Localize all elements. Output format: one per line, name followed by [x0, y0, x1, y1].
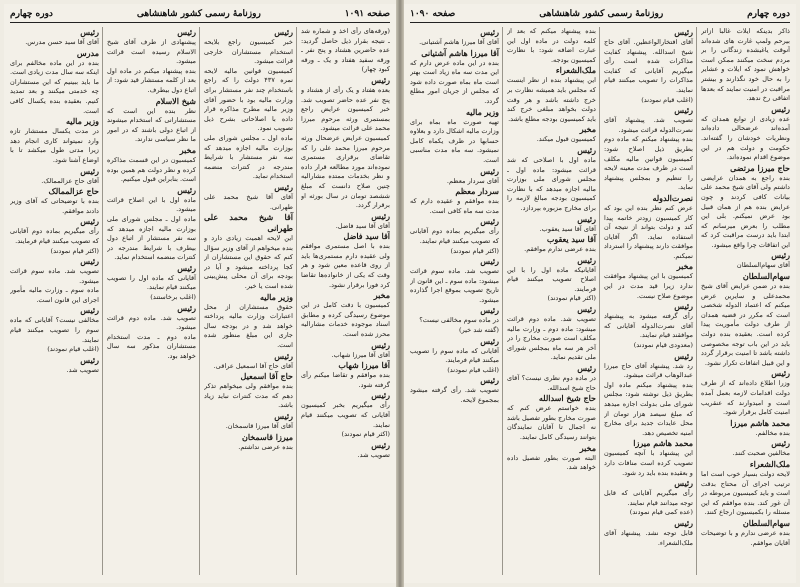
speaker-name: رئیس: [371, 210, 390, 221]
speaker-name: رئیس: [480, 335, 499, 346]
body-paragraph: مخالفین صحبت کنند.: [732, 449, 790, 458]
body-paragraph: (اغلب قیام نمودند): [641, 95, 693, 104]
body-paragraph: تصویب شد. ماده دوم قرائت میشود: ماده دوم ـ وزارت مالیه مکلف است صورت مخارج را در آخر هر سه ماه بمجلس شورای ملی تقدیم نماید.: [507, 315, 596, 362]
speaker-name: رئیس: [674, 105, 693, 116]
body-paragraph: عده زیادی از توابع همدان که آمده‌اند عرضحالی داده‌اند ونظریات خودشان را گفته‌اند. حکومت و دولت هم در این موضوع اقدام نموده‌اند.: [701, 114, 790, 162]
body-paragraph: آقای افتخارالواعظین. آقای حاج شیخ اسدالله. پیشنهاد کفایت مذاکرات شده است رأی میگیریم آقایانی که کفایت مذاکرات را تصویب میکنند قیام نمایند.: [604, 38, 693, 94]
speaker-name: رئیس: [480, 216, 499, 227]
speaker-name: مدرس: [76, 47, 99, 58]
speaker-name: رئیس: [177, 302, 196, 313]
speaker-name: مخبر: [373, 290, 390, 301]
speaker-name: محمد هاشم میرزا: [730, 417, 790, 428]
body-paragraph: آقای آقا میرزا شهاب.: [331, 350, 390, 359]
body-paragraph: در مدت یکسال مستشار تازه وارد نمیتواند کاری انجام دهد زیرا مدتی طول میکشد تا با اوضاع آشنا شود.: [10, 127, 99, 164]
speaker-name: میرزا قاسمخان: [241, 431, 293, 442]
body-paragraph: بنده خواستم عرض کنم که صورت مخارج بطور تفصیل باشد نه اجمال تا آقایان نمایندگان بتوانند رسیدگی کامل نمایند.: [507, 404, 596, 441]
body-paragraph: (اغلب قیام نمودند): [47, 345, 99, 354]
body-paragraph: بنده در ضمن عرایض آقای شیخ محمدعلی و سایرین عرض میکنم که اعتماد الدوله شخصی است که مکرر در قضیه همدان از طرف دولت مأموریت پیدا کرده است. بعقیده بنده دولت باید در این باب توجه مخصوصی داشته باشد تا امنیت برقرار گردد و این قبیل اتفاقات تکرار نشود.: [701, 282, 790, 367]
speaker-name: رئیس: [771, 250, 790, 261]
speaker-name: رئیس: [771, 438, 790, 449]
body-paragraph: در ماده سوم مخالفی نیست؟: [419, 316, 499, 325]
text-columns: [410, 27, 790, 575]
session-label: دوره چهارم: [10, 9, 53, 19]
speaker-name: حاج میرزا مرتضی: [730, 162, 790, 173]
body-paragraph: کمیسیون با دقت کامل در این موضوع رسیدگی کرده و مطابق اسناد موجوده خدمات مشارالیه محرز شده است.: [301, 301, 390, 339]
speaker-name: حاج آقا اسمعیل: [240, 371, 293, 382]
speaker-name: سهام‌السلطان: [742, 271, 790, 282]
text-column: [10, 27, 103, 575]
body-paragraph: بنده در این ماده عرض دارم که این مدت سه ماه زیاد است بهتر است ماه بماه صورت داده شود که مجلس از جریان امور مطلع گردد.: [410, 58, 499, 105]
speaker-name: رئیس: [177, 184, 196, 195]
speaker-name: رئیس: [371, 439, 390, 450]
body-paragraph: تصویب شد. ماده دوم قرائت میشود.: [107, 313, 196, 332]
body-paragraph: البته صورت بطور تفصیل داده خواهد شد.: [507, 453, 596, 472]
text-column: [301, 27, 390, 575]
text-columns: [10, 27, 390, 575]
body-paragraph: ماده اول با اصلاحی که شد قرائت میشود: ماده اول ـ مجلس شورای ملی بوزارت مالیه اجازه میدهد که با نظارت کمیسیون بودجه مبالغ لازمه را برای مخارج مزبوره بپردازد.: [507, 155, 596, 212]
speaker-name: رئیس: [177, 262, 196, 273]
speaker-name: محمد هاشم میرزا: [633, 438, 693, 449]
speaker-name: آقا شیخ محمد علی طهرانی: [204, 212, 293, 234]
body-paragraph: عرض کنم نظر بنده این بود که کار کمیسیون زودتر خاتمه پیدا کند و دولت بتواند از نتیجه آن استفاده نماید. اگر آقایان موافقت دارند پیشنهاد را استرداد نمیکنم.: [604, 203, 693, 260]
body-paragraph: (معدودی قیام نمودند): [633, 341, 693, 350]
body-paragraph: آقای آقا سید حسن مدرس.: [25, 38, 99, 46]
body-paragraph: آقایانی که ماده سوم را تصویب میکنند قیام فرمایند.: [410, 346, 499, 365]
body-paragraph: (اکثر قیام نمودند): [50, 246, 99, 255]
body-paragraph: بنده پیشنهاد میکنم در ماده اول بعد از کلمه مستشار قید شود: از اتباع دول بیطرف.: [107, 66, 196, 94]
speaker-name: رئیس: [674, 478, 693, 489]
body-paragraph: ماده سوم ـ وزارت مالیه مأمور اجرای این قانون است.: [10, 286, 99, 304]
body-paragraph: کمیسیون عرایض عرضحال ورثه مرحوم میرزا محمد علی را که تقاضای برقراری مستمری نموده‌اند مورد مطالعه قرار داده و نظر بخدمات ممتده مشارالیه چنین صلاح دانست که مبلغ ششصد تومان در سال بورثه او برقرار گردد.: [301, 133, 390, 210]
speaker-name: حاج شیخ اسدالله: [538, 393, 596, 404]
body-paragraph: بنده عرضی ندارم و با توضیحات آقایان موافقم.: [701, 528, 790, 547]
text-column: [410, 27, 503, 575]
body-paragraph: تصویب شد. ماده سوم قرائت میشود: ماده سوم ـ این قانون از تاریخ تصویب بموقع اجرا گذارده میشود.: [410, 267, 499, 304]
body-paragraph: بنده پیشنهاد میکنم که ماده دوم بطریق ذیل اصلاح شود: کمیسیون قوانین مالیه مکلف است در ظرف مدت معینه لایحه را تنظیم و بمجلس پیشنهاد نماید.: [604, 135, 693, 192]
body-paragraph: رأی گرفته میشود به پیشنهاد آقای نصرت‌الدوله آقایانی که موافقند قیام نمایند.: [604, 312, 693, 340]
body-paragraph: رأی میگیریم بماده دوم آقایانی که تصویب میکنند قیام نمایند.: [410, 227, 499, 245]
body-paragraph: بنده موافقم و عقیده دارم که مدت سه ماه کافی است.: [410, 197, 499, 215]
page-number: صفحه ۱۰۹۱: [344, 9, 390, 19]
page-header: [10, 6, 390, 23]
speaker-name: رئیس: [577, 363, 596, 374]
body-paragraph: بعده هفتاد و یک رأی از هشتاد و پنج نفر عده حاضر تصویب شد. خبر کمیسیون عرایض راجع بمستمری ورثه مرحوم میرزا محمد علی قرائت میشود.: [301, 85, 390, 133]
body-paragraph: آقای سردار معظم.: [446, 176, 499, 185]
session-label: دوره چهارم: [747, 9, 790, 19]
speaker-name: رئیس: [177, 27, 196, 37]
speaker-name: رئیس: [577, 304, 596, 315]
body-paragraph: آقای حاج عزالممالک.: [41, 176, 99, 185]
speaker-name: رئیس: [674, 301, 693, 312]
body-paragraph: تصویب شد.: [66, 365, 99, 374]
body-paragraph: این پیشنهاد بنده از نظر اینست که مجلس باید همیشه نظارت بر خرج داشته باشد و هر وقت دولت بخواهد مبلغی خرج کند باید کمیسیون بودجه مطلع باشد.: [507, 76, 596, 123]
speaker-name: وزیر مالیه: [259, 291, 293, 302]
body-paragraph: وزرا اطلاع داده‌اند که از طرف دولت اقدامات لازمه بعمل آمده است و امیدوارند که عنقریب امنیت کامل برقرار شود.: [701, 379, 790, 417]
speaker-name: رئیس: [80, 305, 99, 316]
text-column: [604, 27, 697, 575]
body-paragraph: رأی میگیریم بماده دوم آقایانی که تصویب میکنند قیام فرمایند.: [10, 227, 99, 245]
body-paragraph: (اکثر قیام نمودند): [547, 294, 596, 303]
speaker-name: رئیس: [80, 256, 99, 267]
body-paragraph: آقای آقا شیخ محمد علی طهرانی.: [204, 192, 293, 211]
body-paragraph: تهیه صورت ماه بماه برای وزارت مالیه اشکال دارد و بعلاوه حسابها در ظرف یکماه کامل نمیشود. سه ماه مدت مناسبی است.: [410, 117, 499, 164]
body-paragraph: بنده با اصل مستمری موافقم ولی عقیده دارم مستمری‌ها باید از روی قاعده معین شود و هر وقت که یکی از خانواده‌ها تقاضا کرد فورا برقرار نشود.: [301, 242, 390, 289]
body-paragraph: در ماده دوم نظری نیست؟ آقای حاج شیخ اسدالله.: [507, 374, 596, 392]
body-paragraph: آقای حاج آقا اسمعیل عراقی.: [213, 361, 293, 370]
body-paragraph: خبر کمیسیون راجع بلایحه استخدام مستشاران خارجی قرائت میشود.: [204, 38, 293, 66]
speaker-name: سهام‌السلطان: [742, 517, 790, 528]
speaker-name: رئیس: [80, 354, 99, 365]
body-paragraph: (عده کمی قیام نمودند): [629, 508, 693, 517]
speaker-name: رئیس: [577, 213, 596, 224]
body-paragraph: تصویب شد. ماده سوم قرائت میشود.: [10, 267, 99, 285]
speaker-name: رئیس: [371, 339, 390, 350]
body-paragraph: آقای آقا میرزا قاسمخان.: [225, 422, 293, 430]
body-paragraph: (گفته شد خیر): [458, 326, 499, 335]
body-paragraph: بنده عرضی نداشتم.: [238, 442, 293, 451]
body-paragraph: آقای سهام‌السلطان: [736, 261, 790, 270]
speaker-name: مخبر: [676, 261, 693, 272]
speaker-name: ملک‌الشعراء: [749, 458, 790, 469]
body-paragraph: تصویب شد. پیشنهاد آقای نصرت‌الدوله قرائت میشود.: [604, 116, 693, 134]
body-paragraph: کمیسیون در این قسمت مذاکره کرده و نظر دولت هم همین بوده است. بنابراین قبول میکنیم.: [107, 155, 196, 184]
speaker-name: رئیس: [371, 390, 390, 401]
body-paragraph: بنده با توضیحاتی که آقای وزیر دادند موافقم.: [10, 197, 99, 215]
speaker-name: رئیس: [80, 27, 99, 37]
speaker-name: رئیس: [80, 216, 99, 227]
speaker-name: وزیر مالیه: [65, 116, 99, 127]
speaker-name: رئیس: [274, 350, 293, 361]
speaker-name: رئیس: [480, 165, 499, 176]
body-paragraph: ذاکر بدینکه ایلات غالبا ازاتر بیرحم ولمپ غارت های شده‌اند آنوقت یاغیشده زندگانی را بر مردم سخت میکنند ممکن است خواهش نمود که ایلات و عشایر را به حال خود نگذارند و بیشتر مراقبت در امنیت نمایند که بعدها اتفاقی رخ ندهد.: [701, 27, 790, 103]
speaker-name: مخبر: [579, 124, 596, 135]
book-gutter: [396, 0, 404, 587]
body-paragraph: آقای آقا میرزا هاشم آشتیانی.: [419, 38, 499, 46]
speaker-name: مخبر: [179, 144, 196, 155]
speaker-name: آقا میرزا هاشم آشتیانی: [421, 47, 499, 58]
speaker-name: رئیس: [577, 254, 596, 265]
body-paragraph: (اکثر قیام نمودند): [450, 246, 499, 255]
page-right: [404, 4, 796, 583]
body-paragraph: کمیسیون قوانین مالیه لایحه نمره ۴۳۷ دولت را که راجع باستخدام چند نفر مستشار برای وزارت مالیه بود با حضور آقای وزیر مالیه مطرح مذاکره قرار داده با اصلاحاتی بشرح ذیل تصویب نمود.: [204, 66, 293, 133]
body-paragraph: نظر بنده این است که مستشارانی که استخدام میشوند از اتباع دولی باشند که در امور ما نظر سیاسی ندارند.: [107, 106, 196, 144]
body-paragraph: ماده اول با این اصلاح قرائت میشود.: [107, 195, 196, 214]
speaker-name: نصرت‌الدوله: [652, 192, 693, 203]
body-paragraph: بنده راجع به همدان عرایضی داشتم ولی آقای شیخ محمد علی بیانات کافی کردند و چون عرایض بنده هم از همان قبیل بود عرض نمیکنم. بلی این مطلب را بعرض میرسانم که ابتدا باید درست مراقبت کرد که این اتفاقات چرا واقع میشود.: [701, 173, 790, 249]
speaker-name: رئیس: [674, 350, 693, 361]
body-paragraph: (اغلب برخاستند): [150, 293, 196, 302]
body-paragraph: (اغلب قیام نمودند): [447, 365, 499, 374]
speaker-name: آقا میرزا شهاب: [338, 360, 390, 371]
speaker-name: آقا سید فاضل: [343, 231, 390, 242]
speaker-name: آقا سید یعقوب: [546, 234, 596, 245]
speaker-name: وزیر مالیه: [465, 106, 499, 117]
body-paragraph: لایحه دولت بسیار خوب است اما ترتیب اجرای آن محتاج بدقت است و باید کمیسیون مربوطه در آن غور کند. بنده موافقم که این مسئله را بکمیسیون ارجاع کنند.: [701, 469, 790, 517]
body-paragraph: کمیسیون با این پیشنهاد موافقت ندارد زیرا قید مدت در این موضوع صلاح نیست.: [604, 272, 693, 300]
body-paragraph: رأی میگیریم آقایانی که قابل توجه میدانند قیام نمایند.: [604, 489, 693, 507]
text-column: [507, 27, 600, 575]
body-paragraph: رد شد. پیشنهاد آقای حاج میرزا عبدالوهاب قرائت میشود.: [604, 361, 693, 380]
text-column: [701, 27, 790, 575]
body-paragraph: بنده پیشنهاد میکنم که بعد از کلمه دولت در ماده اول این عبارت اضافه شود: با نظارت کمیسیون بودجه.: [507, 27, 596, 64]
speaker-name: رئیس: [480, 305, 499, 316]
text-column: [107, 27, 200, 575]
body-paragraph: ماده اول ـ مجلس شورای ملی بوزارت مالیه اجازه میدهد که سه نفر مستشار از اتباع دول بیطرف با شرایط مندرجه در کنترات منضمه استخدام نماید.: [107, 214, 196, 262]
speaker-name: رئیس: [480, 27, 499, 37]
body-paragraph: کمیسیون قبول میکند.: [536, 135, 596, 144]
page-left: [4, 4, 396, 583]
body-paragraph: آقای آقا سید فاضل.: [335, 221, 390, 230]
body-paragraph: ماده دوم ـ مدت استخدام مستشاران مذکور سه سال خواهد بود.: [107, 332, 196, 361]
speaker-name: رئیس: [371, 74, 390, 85]
text-column: [204, 27, 297, 575]
body-paragraph: بنده در این ماده مخالفم برای اینکه سه سال مدت زیادی است. ما باید ببینیم که این مستشاران چه خدمتی میکنند و بعد تمدید کنیم. بعقیده بنده یکسال کافی است.: [10, 58, 99, 115]
body-paragraph: (ورقه‌های رأی اخذ و شماره شد ـ نتیجه بقرار ذیل حاصل گردید: عده حاضرین هشتاد و پنج نفر ـ ورقه سفید هفتاد و یک ـ ورقه کبود چهار): [301, 27, 390, 74]
body-paragraph: (اکثر قیام نمودند): [341, 430, 390, 439]
body-paragraph: رأی میگیریم بخبر کمیسیون آقایانی که تصویب میکنند قیام نمایند.: [301, 401, 390, 429]
body-paragraph: پیشنهادی از طرف آقای شیخ الاسلام رسیده است قرائت میشود.: [107, 38, 196, 66]
speaker-name: رئیس: [577, 144, 596, 155]
publication-title: روزنامهٔ رسمی کشور شاهنشاهی: [136, 9, 261, 19]
speaker-name: ملک‌الشعراء: [555, 65, 596, 76]
speaker-name: رئیس: [674, 27, 693, 37]
body-paragraph: مخالفی نیست؟ آقایانی که ماده سوم را تصویب میکنند قیام نمایند.: [10, 316, 99, 344]
body-paragraph: آقای آقا سید یعقوب.: [539, 224, 596, 233]
speaker-name: رئیس: [480, 375, 499, 386]
body-paragraph: بنده موافقم ولی میخواهم تذکر دهم که مدت کنترات نباید زیاد باشد.: [204, 382, 293, 410]
speaker-name: سردار معظم: [455, 186, 499, 197]
speaker-name: رئیس: [274, 411, 293, 421]
speaker-name: رئیس: [771, 103, 790, 114]
body-paragraph: حقوق مستشاران از محل اعتبارات وزارت مالیه پرداخته خواهد شد و در بودجه سال جاری این مبلغ منظور شده است.: [204, 302, 293, 350]
speaker-name: حاج عزالممالک: [48, 186, 99, 197]
body-paragraph: تصویب شد. رأی گرفته میشود بمجموع لایحه.: [410, 386, 499, 405]
body-paragraph: بنده عرضی ندارم موافقم.: [524, 245, 596, 254]
speaker-name: مخبر: [579, 442, 596, 453]
speaker-name: رئیس: [771, 368, 790, 379]
speaker-name: رئیس: [274, 27, 293, 37]
page-header: [410, 6, 790, 23]
speaker-name: رئیس: [674, 517, 693, 528]
body-paragraph: آقایانی که ماده اول را تصویب میکنند قیام نمایند.: [107, 273, 196, 292]
body-paragraph: بنده مخالفم.: [755, 428, 790, 437]
body-paragraph: این پیشنهاد با آنچه کمیسیون تصویب کرده است منافات دارد و بعقیده بنده باید رد شود.: [604, 449, 693, 477]
body-paragraph: ماده اول ـ مجلس شورای ملی بوزارت مالیه اجازه میدهد که سه نفر مستشار با شرایط مندرجه در کنترات منضمه استخدام نماید.: [204, 133, 293, 181]
publication-title: روزنامهٔ رسمی کشور شاهنشاهی: [539, 9, 664, 19]
body-paragraph: بنده موافقم و تقاضا میکنم رأی گرفته شود.: [301, 371, 390, 389]
body-paragraph: آقایانیکه ماده اول را با این اصلاح تصویب میکنند قیام فرمایند.: [507, 265, 596, 293]
speaker-name: رئیس: [480, 256, 499, 267]
page-number: صفحه ۱۰۹۰: [410, 9, 456, 19]
speaker-name: شیخ الاسلام: [155, 95, 196, 106]
body-paragraph: این لایحه اهمیت زیادی دارد و بنده میخواهم از آقای وزیر سؤال کنم که حقوق این مستشاران از کجا پرداخته میشود و آیا در بودجه برای آن محلی پیش‌بینی شده است یا خیر.: [204, 234, 293, 291]
body-paragraph: قابل توجه نشد. پیشنهاد آقای ملک‌الشعراء.: [604, 528, 693, 547]
body-paragraph: تصویب شد.: [357, 450, 390, 459]
speaker-name: رئیس: [80, 165, 99, 176]
body-paragraph: بنده پیشنهاد میکنم ماده اول بطریق ذیل نوشته شود: مجلس شورای ملی بدولت اجازه میدهد که مبلغ سیصد هزار تومان از محل عایدات جدید برای مخارج امنیه تخصیص دهد.: [604, 380, 693, 437]
speaker-name: رئیس: [274, 181, 293, 192]
